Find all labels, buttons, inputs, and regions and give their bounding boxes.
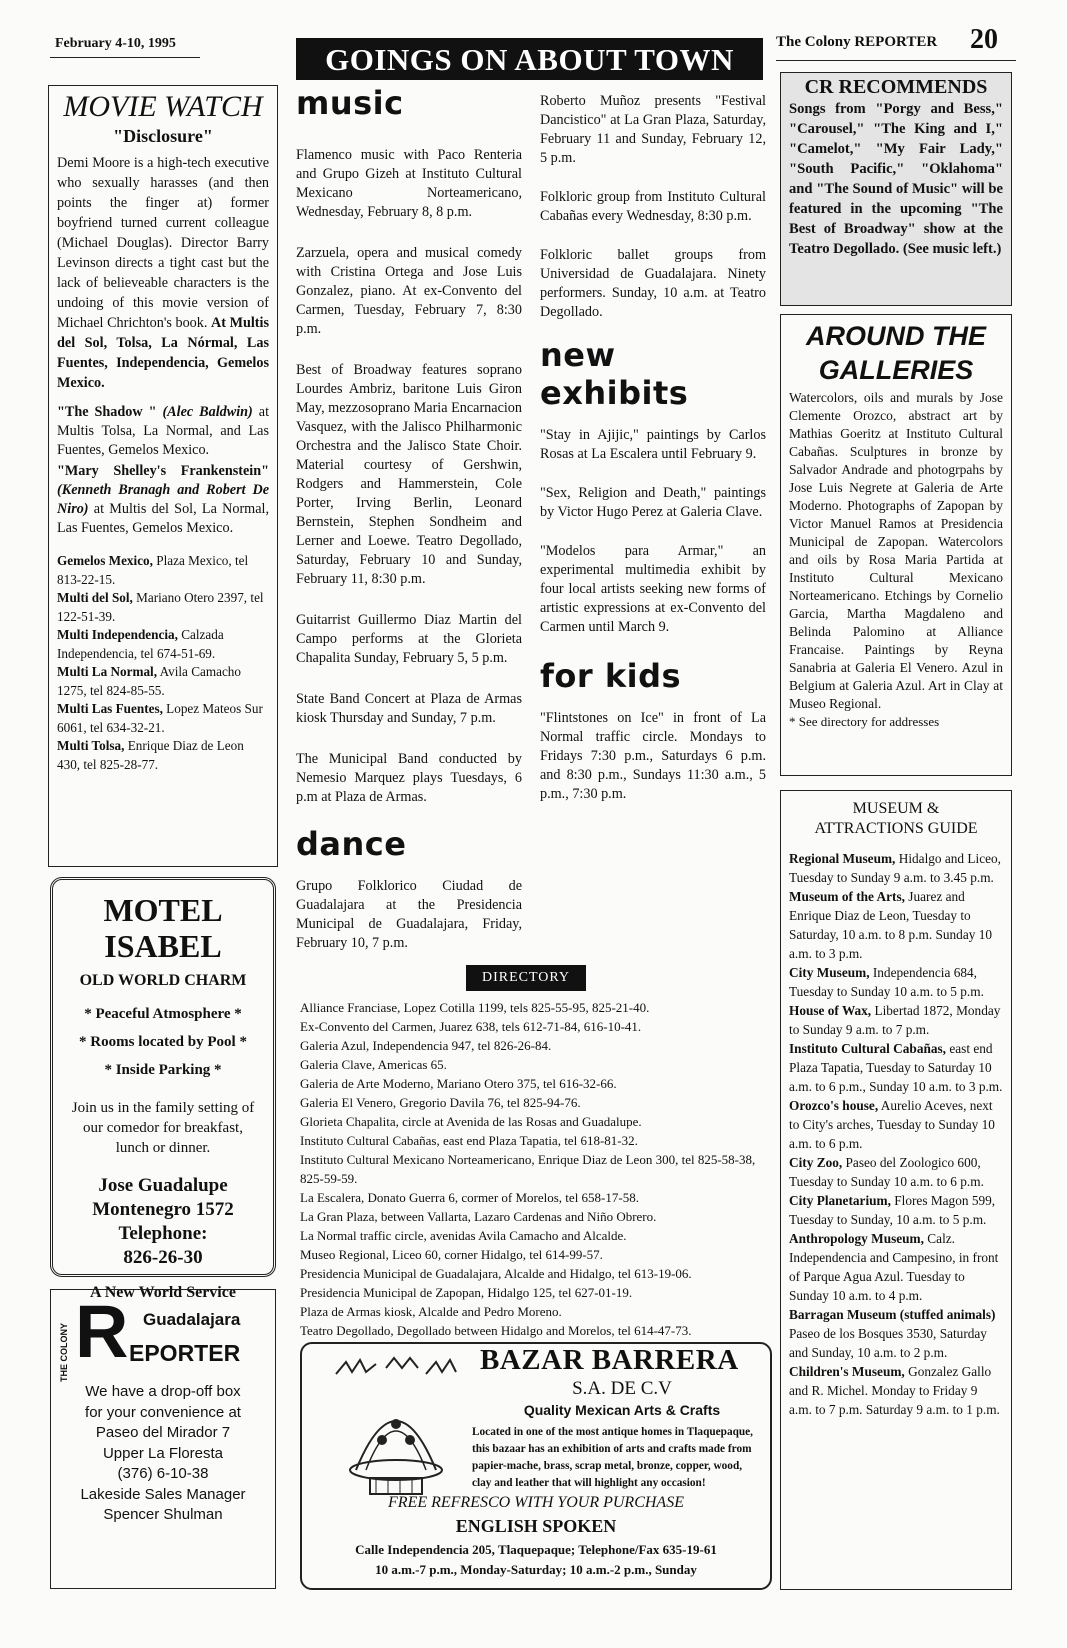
reporter-city: Guadalajara bbox=[143, 1310, 241, 1329]
dance-heading: dance bbox=[296, 825, 407, 863]
motel-feature: * Peaceful Atmosphere * bbox=[84, 1006, 242, 1022]
directory-entry: Museo Regional, Liceo 60, corner Hidalgo, tel 614-99-57. bbox=[300, 1247, 603, 1262]
kids-item: "Flintstones on Ice" in front of La Normal traffic circle. Mondays to Fridays 7:30 p.m., Saturdays 6 p.m. and 8:30 p.m., Sundays 11:30 a.m., 5 p.m., 7:30 p.m. bbox=[540, 710, 766, 802]
directory-entry: Presidencia Municipal de Zapopan, Hidalgo 125, tel 627-01-19. bbox=[300, 1285, 633, 1300]
dance-item-intro: Grupo Folklorico Ciudad de Guadalajara at the Presidencia Municipal de Guadalajara, Friday, February 10, 7 p.m. bbox=[296, 878, 522, 951]
museum-info: Aurelio Aceves, next to City's arches, Tuesday to Sunday 10 a.m. to 6 p.m. bbox=[789, 1098, 995, 1151]
directory-entry: La Normal traffic circle, avenidas Avila Camacho and Alcalde. bbox=[300, 1228, 627, 1243]
museum-entry bbox=[789, 887, 1003, 963]
music-item: Zarzuela, opera and musical comedy with Cristina Ortega and Jose Luis Gonzalez, piano. At ex-Convento del Carmen, Tuesday, February 7, 8:30 p.m. bbox=[296, 245, 522, 337]
directory-entry: La Escalera, Donato Guerra 6, cormer of Morelos, tel 658-17-58. bbox=[300, 1190, 639, 1205]
museum-guide-title-line2: ATTRACTIONS GUIDE bbox=[814, 820, 978, 837]
galleries-title-line2: GALLERIES bbox=[818, 355, 974, 385]
motel-feature: * Rooms located by Pool * bbox=[79, 1034, 247, 1050]
theater-name: Multi Tolsa, bbox=[57, 738, 125, 753]
galleries-text: Watercolors, oils and murals by Jose Clemente Orozco, abstract art by Mathias Goeritz at Instituto Cultural Cabañas. Sculptures in bronze by Salvador Andrade and photogrpahs by Jose Luis Negrete at Galeria de Arte Moderno. Photographs of Zapopan by Victor Manuel Ramos at Presidencia Municipal de Zapopan. Watercolors and oils by Rosa Maria Partida at Instituto Cultural Mexicano Norteamericano. Etchings by Cornelio Garcia, Martha Magdaleno and Belinda Palomino at Alliance Francaise. Paintings by Reyna Sanabria at Galeria El Venero. Azul in Belgium at Galeria Azul. Art in Clay at Museo Regional. bbox=[789, 390, 1003, 711]
reporter-logo-letter: R bbox=[75, 1290, 129, 1373]
paper-name: The Colony REPORTER bbox=[776, 34, 938, 50]
bazar-address: Calle Independencia 205, Tlaquepaque; Telephone/Fax 635-19-61 bbox=[355, 1542, 717, 1557]
directory-entry: Instituto Cultural Mexicano Norteamericano, Enrique Diaz de Leon 300, tel 825-58-38, 825-59-59. bbox=[300, 1152, 756, 1186]
reporter-line: for your convenience at bbox=[85, 1403, 241, 1421]
museum-info: Flores Magon 599, Tuesday to Sunday, 10 a.m. to 5 p.m. bbox=[789, 1193, 996, 1227]
cart-illustration-icon bbox=[316, 1352, 476, 1502]
museum-info: Paseo de los Bosques 3530, Saturday and Sunday, 10 a.m. to 2 p.m. bbox=[789, 1326, 987, 1360]
reporter-line: Lakeside Sales Manager bbox=[80, 1485, 246, 1503]
directory-entry: Instituto Cultural Cabañas, east end Plaza Tapatia, tel 618-81-32. bbox=[300, 1133, 638, 1148]
music-heading: music bbox=[296, 84, 404, 122]
film-disclosure-venues: At Multis del Sol, Tolsa, La Nórmal, Las Fuentes, Independencia, Gemelos Mexico. bbox=[57, 315, 269, 391]
museum-name: City Planetarium, bbox=[789, 1193, 891, 1208]
film-disclosure-review: Demi Moore is a high-tech executive who sexually harasses (and then points the finger at) former boyfriend turned current colleague (Michael Douglas). Director Barry Levinson directs a tight cast but the lack of believeable characters is the undoing of this movie version of Michael Chrichton's book. bbox=[57, 155, 269, 331]
museum-name: House of Wax, bbox=[789, 1003, 872, 1018]
motel-telephone: 826-26-30 bbox=[123, 1247, 203, 1268]
directory-entry: Teatro Degollado, Degollado between Hidalgo and Morelos, tel 614-47-73. bbox=[300, 1323, 692, 1338]
music-item: State Band Concert at Plaza de Armas kiosk Thursday and Sunday, 7 p.m. bbox=[296, 691, 522, 726]
exhibit-item: "Stay in Ajijic," paintings by Carlos Rosas at La Escalera until February 9. bbox=[540, 427, 766, 462]
motel-feature: * Inside Parking * bbox=[104, 1062, 222, 1078]
museum-info: Libertad 1872, Monday to Sunday 9 a.m. to 7 p.m. bbox=[789, 1003, 1001, 1037]
motel-tagline: OLD WORLD CHARM bbox=[79, 972, 247, 989]
museum-name: Museum of the Arts, bbox=[789, 889, 905, 904]
reporter-vertical-label: THE COLONY bbox=[59, 1322, 69, 1382]
cr-recommends-box bbox=[780, 72, 1012, 306]
theater-address: Avila Camacho 1275, tel 824-85-55. bbox=[57, 664, 241, 698]
bazar-description: Located in one of the most antique homes in Tlaquepaque, this bazaar has an exhibition of arts and crafts made from papier-mache, brass, scrap metal, bronze, copper, wood, clay and leather that will highlight any occasion! bbox=[472, 1426, 753, 1489]
directory-entry: La Gran Plaza, between Vallarta, Lazaro Cardenas and Niño Obrero. bbox=[300, 1209, 657, 1224]
kids-heading: for kids bbox=[540, 657, 682, 695]
music-item: Best of Broadway features soprano Lourdes Ambriz, baritone Luis Giron May, mezzosoprano Maria Encarnacion Vasquez, with the Jalisco Philharmonic Orchestra and the Jalisco State Choir. Material courtesy of Gershwin, Rodgers and Hammerstein, Cole Porter, Irving Berlin, Leonard Bernstein, Stephen Sondheim and Lerner and Loewe. Teatro Degollado, Saturday, February 10 and Sunday, February 11, 8:30 p.m. bbox=[296, 362, 522, 587]
events-column-right bbox=[540, 92, 766, 804]
reporter-line: Paseo del Mirador 7 bbox=[95, 1424, 231, 1441]
theater-entry bbox=[57, 589, 269, 626]
bazar-barrera-ad bbox=[300, 1342, 772, 1590]
directory-label bbox=[466, 965, 586, 991]
film-shadow-cast: (Alec Baldwin) bbox=[162, 404, 253, 420]
galleries-title-line1: AROUND THE bbox=[806, 321, 986, 351]
reporter-line: Upper La Floresta bbox=[102, 1444, 224, 1462]
museum-name: City Museum, bbox=[789, 965, 870, 980]
music-item: The Municipal Band conducted by Nemesio Marquez plays Tuesdays, 6 p.m at Plaza de Armas. bbox=[296, 751, 522, 805]
movie-watch-title: MOVIE WATCH bbox=[63, 90, 263, 123]
bazar-hours: 10 a.m.-7 p.m., Monday-Saturday; 10 a.m.-2 p.m., Sunday bbox=[375, 1562, 697, 1577]
directory-entry: Plaza de Armas kiosk, Alcalde and Pedro Moreno. bbox=[300, 1304, 562, 1319]
reporter-word: EPORTER bbox=[129, 1340, 241, 1366]
theater-name: Multi Independencia, bbox=[57, 627, 178, 642]
museum-entry bbox=[789, 1001, 1003, 1039]
directory-entry: Galeria de Arte Moderno, Mariano Otero 375, tel 616-32-66. bbox=[300, 1076, 617, 1091]
museum-info: east end Plaza Tapatia, Tuesday to Saturday 10 a.m. to 6 p.m., Sunday 10 a.m. to 3 p.m. bbox=[789, 1041, 1003, 1094]
theater-entry bbox=[57, 552, 269, 589]
motel-isabel-ad bbox=[50, 877, 276, 1301]
theater-name: Multi del Sol, bbox=[57, 590, 133, 605]
theater-entry bbox=[57, 626, 269, 663]
exhibit-item: "Sex, Religion and Death," paintings by Victor Hugo Perez at Galeria Clave. bbox=[540, 485, 766, 520]
museum-info: Juarez and Enrique Diaz de Leon, Tuesday to Saturday, 10 a.m. to 8 p.m. Sunday 10 a.m. to 3 p.m. bbox=[789, 889, 993, 961]
museum-name: Children's Museum, bbox=[789, 1364, 905, 1379]
reporter-line: Spencer Shulman bbox=[103, 1506, 223, 1523]
cr-recommends-title: CR RECOMMENDS bbox=[804, 76, 988, 98]
issue-date: February 4-10, 1995 bbox=[55, 36, 176, 51]
date-rule bbox=[50, 57, 200, 58]
film-shadow-title: "The Shadow " bbox=[57, 404, 157, 420]
theater-entry bbox=[57, 700, 269, 737]
theater-list bbox=[57, 552, 269, 774]
theater-name: Gemelos Mexico, bbox=[57, 553, 153, 568]
section-banner bbox=[296, 38, 763, 80]
museum-info: Hidalgo and Liceo, Tuesday to Sunday 9 a.m. to 3.45 p.m. bbox=[789, 851, 1001, 885]
museum-info: Independencia 684, Tuesday to Sunday 10 a.m. to 5 p.m. bbox=[789, 965, 984, 999]
museum-guide-title-line1: MUSEUM & bbox=[852, 800, 940, 817]
dance-item: Roberto Muñoz presents "Festival Dancistico" at La Gran Plaza, Saturday, February 11 and Sunday, February 12, 5 p.m. bbox=[540, 93, 766, 166]
museum-entry bbox=[789, 1305, 1003, 1362]
museum-entry bbox=[789, 849, 1003, 887]
reporter-line: We have a drop-off box bbox=[85, 1383, 241, 1400]
cr-recommends-text: Songs from "Porgy and Bess," "Carousel," "The King and I," "Camelot," "My Fair Lady," "South Pacific," "Oklahoma" and "The Sound of Music" will be featured in the upcoming "The Best of Broadway" show at the Teatro Degollado. (See music left.) bbox=[789, 101, 1003, 257]
motel-invite: Join us in the family setting of our comedor for breakfast, lunch or dinner. bbox=[71, 1100, 255, 1156]
directory-entry: Ex-Convento del Carmen, Juarez 638, tels 612-71-84, 616-10-41. bbox=[300, 1019, 642, 1034]
theater-address: Lopez Mateos Sur 6061, tel 634-32-21. bbox=[57, 701, 263, 735]
exhibits-heading: new exhibits bbox=[540, 336, 689, 412]
museum-name: Instituto Cultural Cabañas, bbox=[789, 1041, 947, 1056]
theater-address: Calzada Independencia, tel 674-51-69. bbox=[57, 627, 224, 661]
directory-label-text: DIRECTORY bbox=[481, 970, 571, 985]
theater-name: Multi Las Fuentes, bbox=[57, 701, 163, 716]
museum-entry bbox=[789, 1229, 1003, 1305]
directory-entry: Presidencia Municipal de Guadalajara, Alcalde and Hidalgo, tel 613-19-06. bbox=[300, 1266, 692, 1281]
museum-entry bbox=[789, 1191, 1003, 1229]
museum-name: Regional Museum, bbox=[789, 851, 896, 866]
bazar-english-spoken: ENGLISH SPOKEN bbox=[455, 1516, 617, 1536]
motel-telephone-label: Telephone: bbox=[118, 1223, 208, 1244]
bazar-quality: Quality Mexican Arts & Crafts bbox=[523, 1402, 721, 1418]
museum-guide-box bbox=[780, 790, 1012, 1590]
music-column bbox=[296, 80, 522, 953]
music-item: Guitarrist Guillermo Diaz Martin del Campo performs at the Glorieta Chapalita Sunday, February 5, 5 p.m. bbox=[296, 612, 522, 666]
film-frankenstein-cast: (Kenneth Branagh and Robert De Niro) bbox=[57, 482, 269, 517]
theater-entry bbox=[57, 663, 269, 700]
museum-entry bbox=[789, 1362, 1003, 1419]
around-galleries-box bbox=[780, 314, 1012, 776]
film-disclosure-title: "Disclosure" bbox=[113, 126, 213, 146]
motel-address-line2: Montenegro 1572 bbox=[92, 1199, 234, 1220]
directory-list bbox=[300, 998, 768, 1340]
music-item: Flamenco music with Paco Renteria and Grupo Gizeh at Instituto Cultural Mexicano Norteamericano, Wednesday, February 8, 8 p.m. bbox=[296, 147, 522, 220]
museum-name: Anthropology Museum, bbox=[789, 1231, 924, 1246]
directory-entry: Alliance Franciase, Lopez Cotilla 1199, tels 825-55-95, 825-21-40. bbox=[300, 1000, 650, 1015]
museum-name: Barragan Museum (stuffed animals) bbox=[789, 1307, 996, 1322]
reporter-line: (376) 6-10-38 bbox=[117, 1465, 209, 1482]
theater-name: Multi La Normal, bbox=[57, 664, 157, 679]
film-frankenstein-venues: at Multis del Sol, La Normal, Las Fuentes, Gemelos Mexico. bbox=[57, 501, 270, 536]
motel-address-line1: Jose Guadalupe bbox=[98, 1175, 228, 1196]
exhibit-item: "Modelos para Armar," an experimental multimedia exhibit by four local artists seeking new forms of artistic expressions at ex-Convento del Carmen until March 9. bbox=[540, 543, 766, 635]
bazar-subtitle: S.A. DE C.V bbox=[572, 1378, 672, 1399]
museum-entry bbox=[789, 1153, 1003, 1191]
theater-address: Plaza Mexico, tel 813-22-15. bbox=[57, 553, 249, 587]
dance-item: Folkloric ballet groups from Universidad de Guadalajara. Ninety performers. Sunday, 10 a.m. at Teatro Degollado. bbox=[540, 247, 766, 320]
section-banner-text: GOINGS ON ABOUT TOWN bbox=[325, 42, 734, 77]
museum-entry bbox=[789, 1039, 1003, 1096]
reporter-ad bbox=[50, 1289, 276, 1589]
bazar-name: BAZAR BARRERA bbox=[480, 1344, 739, 1376]
theater-entry bbox=[57, 737, 269, 774]
museum-info: Gonzalez Gallo and R. Michel. Monday to Friday 9 a.m. to 7 p.m. Saturday 9 a.m. to 1 p.m. bbox=[789, 1364, 1000, 1417]
page-number: 20 bbox=[970, 24, 998, 55]
museum-name: Orozco's house, bbox=[789, 1098, 879, 1113]
bazar-free-refresco: FREE REFRESCO WITH YOUR PURCHASE bbox=[388, 1494, 684, 1511]
galleries-note: * See directory for addresses bbox=[789, 714, 940, 729]
directory-entry: Galeria El Venero, Gregorio Davila 76, tel 825-94-76. bbox=[300, 1095, 581, 1110]
museum-info: Paseo del Zoologico 600, Tuesday to Sunday 10 a.m. to 6 p.m. bbox=[789, 1155, 984, 1189]
motel-name-line2: ISABEL bbox=[104, 928, 222, 964]
museum-entry bbox=[789, 1096, 1003, 1153]
museum-entry bbox=[789, 963, 1003, 1001]
museum-info: Calz. Independencia and Campesino, in front of Parque Agua Azul. Tuesday to Sunday 10 a.m. to 4 p.m. bbox=[789, 1231, 999, 1303]
film-frankenstein-title: "Mary Shelley's Frankenstein" bbox=[57, 463, 269, 479]
motel-name-line1: MOTEL bbox=[103, 892, 223, 928]
directory-entry: Galeria Clave, Americas 65. bbox=[300, 1057, 447, 1072]
movie-watch-box bbox=[48, 85, 278, 867]
motel-slogan: A New World Service bbox=[90, 1284, 236, 1301]
directory-entry: Galeria Azul, Independencia 947, tel 826-26-84. bbox=[300, 1038, 552, 1053]
theater-address: Mariano Otero 2397, tel 122-51-39. bbox=[57, 590, 264, 624]
directory-entry: Glorieta Chapalita, circle at Avenida de las Rosas and Guadalupe. bbox=[300, 1114, 642, 1129]
museum-name: City Zoo, bbox=[789, 1155, 843, 1170]
theater-address: Enrique Diaz de Leon 430, tel 825-28-77. bbox=[57, 738, 244, 772]
dance-item: Folkloric group from Instituto Cultural Cabañas every Wednesday, 8:30 p.m. bbox=[540, 189, 766, 224]
film-shadow-venues: at Multis Tolsa, La Normal, and Las Fuentes, Gemelos Mexico. bbox=[57, 404, 270, 458]
museum-list bbox=[789, 849, 1003, 1419]
paper-rule bbox=[776, 60, 1016, 61]
